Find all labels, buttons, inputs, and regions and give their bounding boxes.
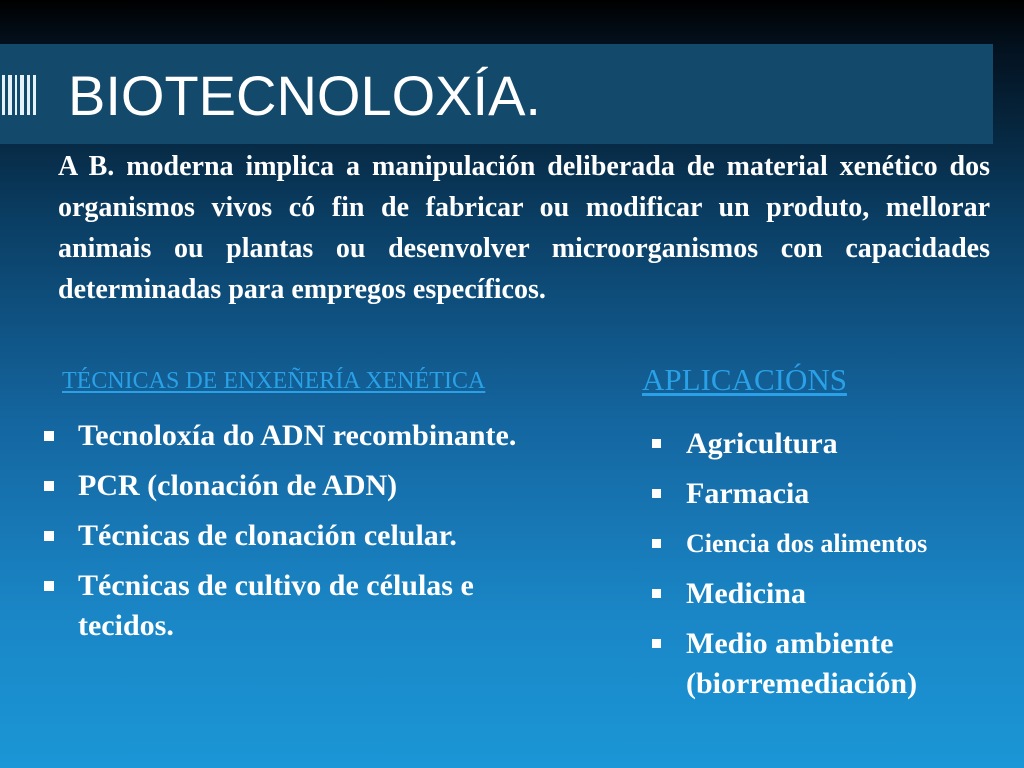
square-bullet-icon [652, 439, 661, 448]
slide-title: BIOTECNOLOXÍA. [68, 64, 541, 127]
list-item [648, 574, 1008, 614]
list-item-label: Técnicas de cultivo de células e tecidos. [78, 569, 474, 642]
list-item-label: Técnicas de clonación celular. [78, 519, 457, 552]
list-item [40, 416, 560, 456]
list-item-label: Farmacia [686, 477, 810, 510]
square-bullet-icon [652, 539, 661, 548]
list-item-label: Medicina [686, 577, 806, 610]
intro-paragraph: A B. moderna implica a manipulación deliberada de material xenético dos organismos vivos có fin de fabricar ou modificar un produto, mellorar animais ou plantas ou desenvolver microorganismos con capacidades determinadas para empregos específicos. [58, 151, 990, 305]
list-item [40, 516, 560, 556]
list-item-label: Tecnoloxía do ADN recombinante. [78, 419, 517, 452]
vertical-stripes-icon [0, 73, 38, 117]
techniques-heading-link[interactable]: TÉCNICAS DE ENXEÑERÍA XENÉTICA [62, 368, 486, 394]
applications-list [648, 424, 1008, 714]
list-item [40, 566, 560, 646]
square-bullet-icon [652, 489, 661, 498]
list-item-label: Medio ambiente (biorremediación) [686, 627, 918, 700]
square-bullet-icon [652, 639, 661, 648]
list-item [40, 466, 560, 506]
square-bullet-icon [44, 531, 54, 541]
applications-heading-link[interactable]: APLICACIÓNS [642, 362, 847, 397]
list-item [648, 524, 1008, 564]
techniques-list [40, 416, 560, 656]
square-bullet-icon [44, 481, 54, 491]
list-item-label: Ciencia dos alimentos [686, 529, 928, 558]
list-item [648, 424, 1008, 464]
list-item [648, 474, 1008, 514]
list-item-label: Agricultura [686, 427, 838, 460]
list-item [648, 624, 1008, 704]
square-bullet-icon [44, 581, 54, 591]
square-bullet-icon [652, 589, 661, 598]
list-item-label: PCR (clonación de ADN) [78, 469, 398, 502]
square-bullet-icon [44, 431, 54, 441]
